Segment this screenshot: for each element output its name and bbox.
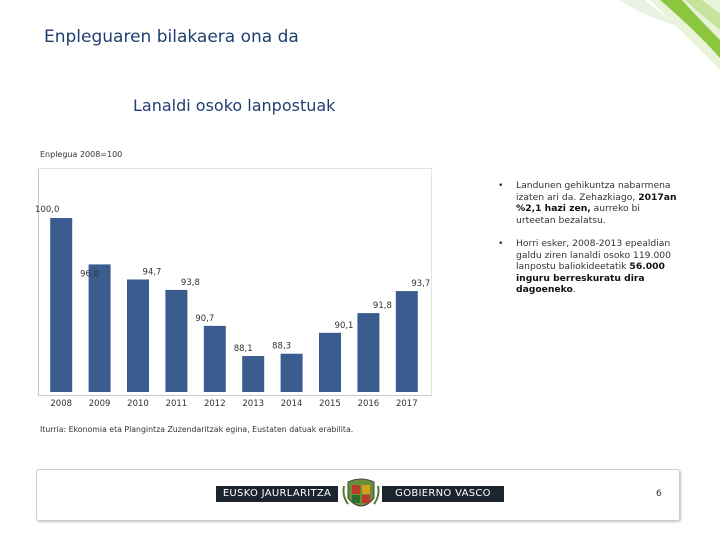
bullet-bold-text: 56.000 inguru berreskuratu dira dagoeneko — [516, 261, 665, 295]
data-label-2016: 91,8 — [372, 301, 392, 312]
x-tick-label-2012: 2012 — [203, 399, 226, 409]
chart-title: Lanaldi osoko lanpostuak — [133, 96, 336, 115]
source-note: Iturria: Ekonomia eta Plangintza Zuzendaritzak egina, Eustaten datuak erabilita. — [40, 425, 354, 434]
x-tick-label-2015: 2015 — [319, 399, 341, 409]
basque-government-shield-icon — [340, 476, 382, 514]
bar-2011 — [165, 290, 187, 392]
x-tick-label-2016: 2016 — [357, 399, 380, 409]
x-tick-label-2010: 2010 — [127, 399, 149, 409]
bar-2008 — [50, 218, 72, 392]
gobierno-vasco-logo: GOBIERNO VASCO — [382, 486, 504, 502]
x-tick-label-2011: 2011 — [165, 399, 188, 409]
bullet-text: aurreko bi urteetan bezalatsu. — [516, 203, 640, 226]
x-tick-label-2013: 2013 — [242, 399, 265, 409]
bar-2009 — [89, 264, 111, 392]
page-number: 6 — [656, 489, 662, 499]
data-label-2012: 90,7 — [195, 313, 215, 324]
bar-2013 — [242, 356, 264, 392]
bar-2012 — [204, 326, 226, 392]
bar-2010 — [127, 279, 149, 392]
index-note: Enplegua 2008=100 — [40, 150, 123, 159]
bar-2017 — [396, 291, 418, 392]
data-label-2013: 88,1 — [233, 344, 253, 355]
bar-chart — [35, 168, 431, 414]
data-label-2009: 96,0 — [80, 269, 100, 280]
x-tick-label-2008: 2008 — [50, 399, 73, 409]
bullet-text: Landunen gehikuntza nabarmena izaten ari da. Zehazkiago, — [516, 180, 671, 203]
data-label-2010: 94,7 — [142, 267, 162, 278]
data-label-2015: 90,1 — [334, 320, 354, 331]
eusko-jaurlaritza-logo: EUSKO JAURLARITZA — [216, 486, 338, 502]
slide-title: Enpleguaren bilakaera ona da — [44, 27, 299, 47]
data-label-2011: 93,8 — [180, 277, 200, 288]
bullet-icon: • — [498, 238, 504, 249]
bar-2014 — [281, 354, 303, 392]
x-tick-label-2009: 2009 — [88, 399, 111, 409]
bar-2015 — [319, 333, 341, 392]
bullet-item — [498, 238, 678, 296]
bullet-text: Horri esker, 2008-2013 epealdian galdu ziren lanaldi osoko 119.000 lanpostu baliokideetatik — [516, 238, 671, 272]
bar-2016 — [357, 313, 379, 392]
bullet-list — [498, 180, 678, 308]
data-label-2008: 100,0 — [35, 205, 60, 215]
bullet-item — [498, 180, 678, 226]
bullet-text: . — [572, 284, 576, 295]
data-label-2017: 93,7 — [411, 279, 431, 290]
decorative-corner-graphic — [590, 0, 720, 70]
x-tick-label-2014: 2014 — [280, 399, 303, 409]
data-label-2014: 88,3 — [272, 341, 292, 352]
bullet-bold-text: 2017an %2,1 hazi zen, — [516, 191, 677, 214]
x-tick-label-2017: 2017 — [395, 399, 418, 409]
bullet-icon: • — [498, 180, 504, 191]
